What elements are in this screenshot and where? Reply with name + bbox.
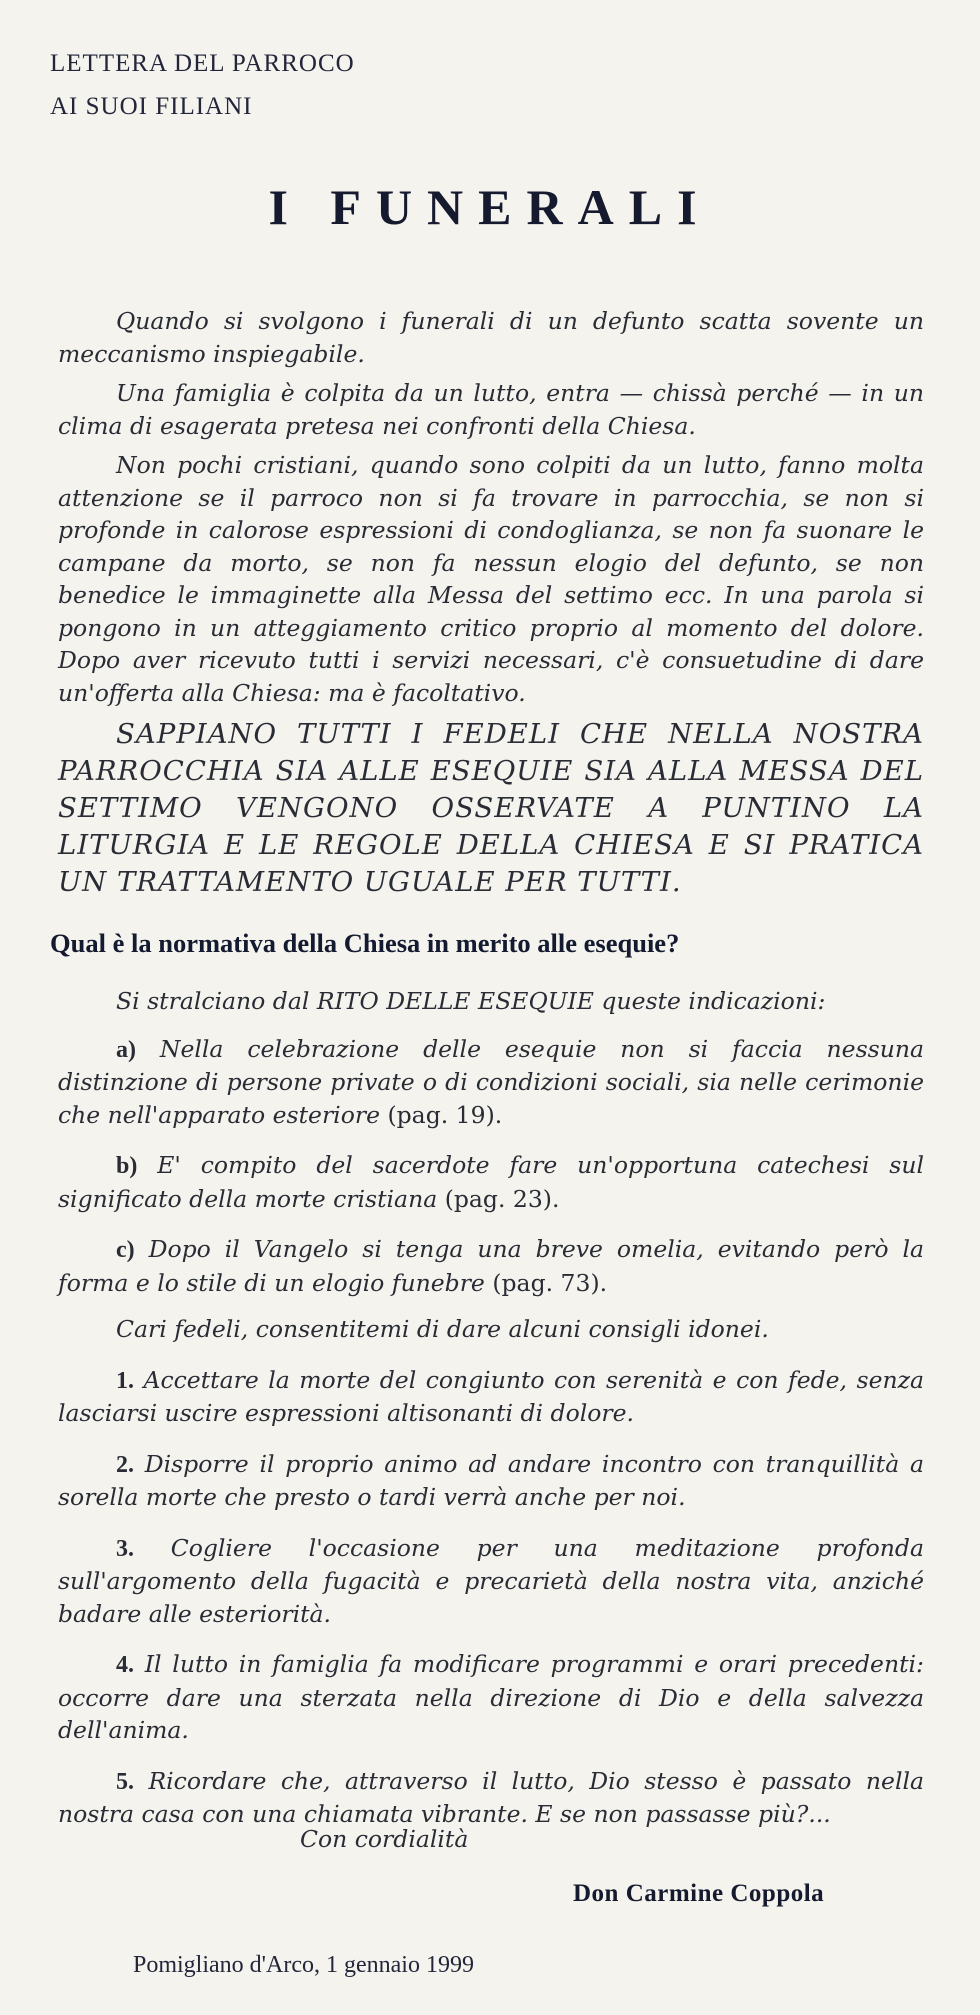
rule-text: Nella celebrazione delle esequie non si faccia nessuna distinzione di persone private o di condizioni sociali, sia nelle cerimonie che nell'apparato esteriore [58,1034,924,1129]
advice-text: Accettare la morte del congiunto con serenità e con fede, senza lasciarsi uscire espressioni altisonanti di dolore. [58,1365,924,1427]
intro-section [58,305,924,908]
advice-text: Ricordare che, attraverso il lutto, Dio stesso è passato nella nostra casa con una chiamata vibrante. E se non passasse più?... [58,1766,924,1828]
signature: Don Carmine Coppola [573,1880,825,1907]
intro-paragraph-3: Non pochi cristiani, quando sono colpiti da un lutto, fanno molta attenzione se il parroco non si fa trovare in parrocchia, se non si profonde in calorose espressioni di condoglianza, se non fa suonare le campane da morto, se non fa nessun elogio del defunto, se non benedice le immaginette alla Messa del settimo ecc. In una parola si pongono in un atteggiamento critico proprio al momento del dolore. Dopo aver ricevuto tutti i servizi necessari, c'è consuetudine di dare un'offerta alla Chiesa: ma è facoltativo. [58,451,924,707]
rule-label: b) [116,1153,138,1179]
advice-text: Disporre il proprio animo ad andare incontro con tranquillità a sorella morte che presto o tardi verrà anche per noi. [58,1449,924,1511]
rule-page-ref: (pag. 19). [387,1100,503,1129]
intro-paragraph-2: Una famiglia è colpita da un lutto, entra — chissà perché — in un clima di esagerata pretesa nei confronti della Chiesa. [58,379,924,440]
advice-text: Cogliere l'occasione per una meditazione profonda sull'argomento della fugacità e precarietà della nostra vita, anziché badare alle esteriorità. [58,1533,924,1628]
advice-item [58,1532,924,1631]
section-heading: Qual è la normativa della Chiesa in merito alle esequie? [50,928,680,958]
advice-item [58,1364,924,1430]
emphasis-paragraph: SAPPIANO TUTTI I FEDELI CHE NELLA NOSTRA PARROCCHIA SIA ALLE ESEQUIE SIA ALLA MESSA DEL SETTIMO VENGONO OSSERVATE A PUNTINO LA LITURGIA E LE REGOLE DELLA CHIESA E SI PRATICA UN TRATTAMENTO UGUALE PER TUTTI. [58,718,924,898]
advice-item [58,1765,924,1831]
intro-paragraph-1: Quando si svolgono i funerali di un defunto scatta sovente un meccanismo inspiegabile. [58,307,924,368]
advice-label: 2. [116,1451,134,1478]
rule-page-ref: (pag. 23). [444,1184,560,1213]
advice-section [58,1313,924,1849]
closing-salutation: Con cordialità [300,1825,469,1853]
rule-item [58,1033,924,1132]
advice-label: 1. [116,1367,134,1394]
dateline: Pomigliano d'Arco, 1 gennaio 1999 [133,1952,474,1978]
advice-item [58,1648,924,1747]
rules-intro: Si stralciano dal RITO DELLE ESEQUIE queste indicazioni: [116,987,826,1015]
page-title: I FUNERALI [268,179,712,235]
header-line-1: LETTERA DEL PARROCO [50,50,355,77]
rules-section [58,985,924,1317]
advice-label: 4. [116,1652,134,1678]
advice-label: 5. [116,1768,134,1795]
header-line-2: AI SUOI FILIANI [50,93,253,120]
rule-text: E' compito del sacerdote fare un'opportuna catechesi sul significato della morte cristiana [58,1151,924,1213]
rule-item [58,1149,924,1215]
rule-item [58,1233,924,1299]
rule-text: Dopo il Vangelo si tenga una breve omelia, evitando però la forma e lo stile di un elogio funebre [58,1235,924,1297]
advice-item [58,1448,924,1514]
rule-page-ref: (pag. 73). [492,1268,608,1297]
advice-label: 3. [116,1535,134,1562]
advice-intro: Cari fedeli, consentitemi di dare alcuni consigli idonei. [116,1315,769,1343]
advice-text: Il lutto in famiglia fa modificare programmi e orari precedenti: occorre dare una sterzata nella direzione di Dio e della salvezza dell'anima. [58,1650,924,1744]
rule-label: a) [116,1036,136,1063]
rule-label: c) [116,1237,135,1263]
letter-header [50,42,355,128]
